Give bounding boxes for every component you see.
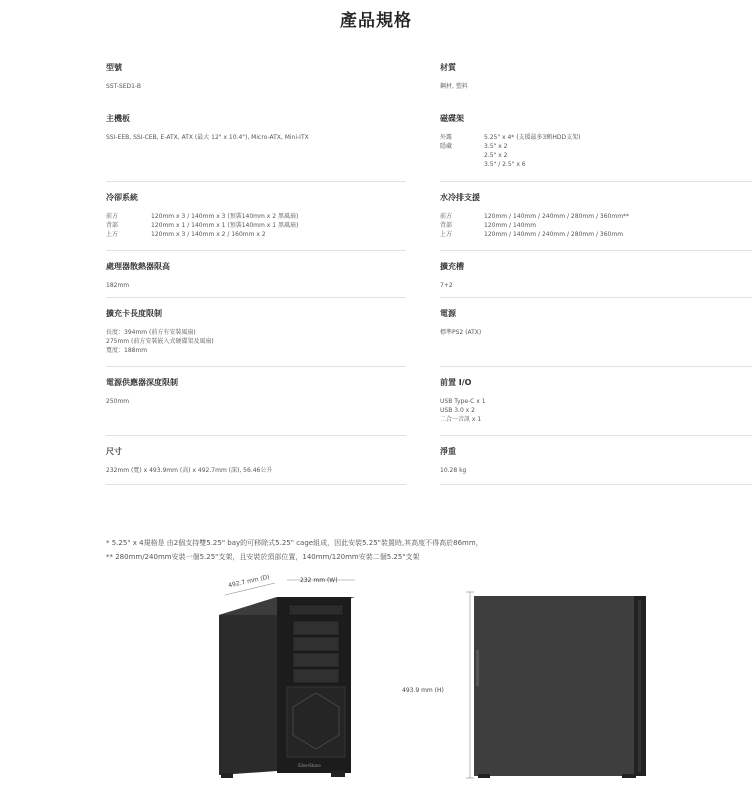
- spec-heading: 材質: [440, 63, 456, 72]
- spec-material: [440, 63, 740, 91]
- case-side-illustration: [462, 590, 652, 780]
- divider: [440, 366, 752, 367]
- divider: [106, 250, 406, 251]
- footnotes: [106, 536, 483, 564]
- spec-value: 232mm (寬) x 493.9mm (高) x 492.7mm (深), 56.46公升: [106, 467, 273, 474]
- spec-cooling: [106, 193, 406, 239]
- divider: [106, 297, 406, 298]
- divider: [440, 484, 752, 485]
- spec-heading: 擴充槽: [440, 262, 464, 271]
- spec-value: 10.28 kg: [440, 467, 467, 474]
- case-front-illustration: [205, 575, 365, 780]
- spec-line: 寬度：188mm: [106, 347, 148, 354]
- depth-label: 492.7 mm (D): [227, 573, 271, 590]
- divider: [440, 250, 752, 251]
- spec-radiator: [440, 193, 740, 239]
- spec-row: 背部 120mm x 1 / 140mm x 1 (預裝140mm x 1 黑風扇): [106, 222, 299, 229]
- spec-value: SSI-EEB, SSI-CEB, E-ATX, ATX (最大 12" x 10.4"), Micro-ATX, Mini-ITX: [106, 134, 309, 141]
- spec-heading: 水冷排支援: [440, 193, 480, 202]
- spec-expansion: [440, 262, 740, 290]
- divider: [106, 366, 406, 367]
- spec-gpu-length: [106, 309, 406, 355]
- page-title: 產品規格: [340, 11, 412, 31]
- spec-weight: [440, 447, 740, 475]
- spec-heading: 尺寸: [106, 447, 122, 456]
- spec-value: SST-SED1-B: [106, 83, 142, 90]
- spec-row: 上方 120mm x 3 / 140mm x 2 / 160mm x 2: [106, 231, 266, 238]
- spec-value: 鋼材, 塑料: [440, 83, 468, 90]
- spec-motherboard: [106, 114, 406, 142]
- divider: [440, 297, 752, 298]
- spec-dimensions: [106, 447, 406, 475]
- spec-psu: [440, 309, 740, 337]
- spec-heading: 擴充卡長度限制: [106, 309, 162, 318]
- spec-heading: 處理器散熱器限高: [106, 262, 170, 271]
- spec-row: 前方 120mm / 140mm / 240mm / 280mm / 360mm**: [440, 213, 630, 220]
- divider: [440, 435, 752, 436]
- divider: [440, 181, 752, 182]
- spec-heading: 冷卻系統: [106, 193, 138, 202]
- spec-value: 182mm: [106, 282, 130, 289]
- spec-heading: 電源供應器深度限制: [106, 378, 178, 387]
- footnote: * 5.25" x 4規格是 由2個支持雙5.25" bay的可移除式5.25" cage組成，因此安裝5.25"裝置時,其高度不得高於86mm，: [106, 539, 483, 547]
- spec-model: [106, 63, 406, 91]
- divider: [106, 181, 406, 182]
- footnote: ** 280mm/240mm安裝一個5.25"支架，且安裝於頂部位置，140mm/120mm安裝二個5.25"支架: [106, 553, 420, 561]
- spec-line: USB 3.0 x 2: [440, 407, 475, 414]
- spec-front-io: [440, 378, 740, 424]
- spec-line: 二合一音訊 x 1: [440, 416, 482, 423]
- spec-heading: 前置 I/O: [440, 378, 472, 387]
- spec-line: USB Type-C x 1: [440, 398, 486, 405]
- spec-heading: 磁碟架: [440, 114, 464, 123]
- spec-row: 上方 120mm / 140mm / 240mm / 280mm / 360mm: [440, 231, 624, 238]
- spec-row: 前方 120mm x 3 / 140mm x 3 (預裝140mm x 2 黑風扇): [106, 213, 299, 220]
- spec-heading: 電源: [440, 309, 456, 318]
- divider: [106, 484, 406, 485]
- spec-row: 隱藏 3.5" x 2: [440, 143, 508, 150]
- spec-heading: 淨重: [440, 447, 456, 456]
- spec-line: 長度：394mm (前方有安裝風扇): [106, 329, 196, 336]
- spec-value: 標準PS2 (ATX): [440, 329, 482, 336]
- height-label: 493.9 mm (H): [402, 687, 444, 694]
- spec-heading: 型號: [106, 63, 122, 72]
- divider: [106, 435, 406, 436]
- spec-row: 2.5" x 2: [484, 152, 508, 159]
- spec-drive-bays: [440, 114, 740, 169]
- case-logo: SilverStone: [298, 763, 321, 768]
- spec-row: 3.5" / 2.5" x 6: [484, 161, 526, 168]
- spec-cpu-cooler: [106, 262, 406, 290]
- spec-line: 275mm (前方安裝嵌入式硬碟架及風扇): [106, 338, 214, 345]
- spec-value: 7+2: [440, 282, 453, 289]
- spec-value: 250mm: [106, 398, 130, 405]
- spec-row: 外露 5.25" x 4* (支援最多3顆HDD支架): [440, 134, 581, 141]
- spec-row: 背部 120mm / 140mm: [440, 222, 537, 229]
- spec-psu-depth: [106, 378, 406, 406]
- spec-heading: 主機板: [106, 114, 130, 123]
- width-label: 232 mm (W): [300, 577, 338, 584]
